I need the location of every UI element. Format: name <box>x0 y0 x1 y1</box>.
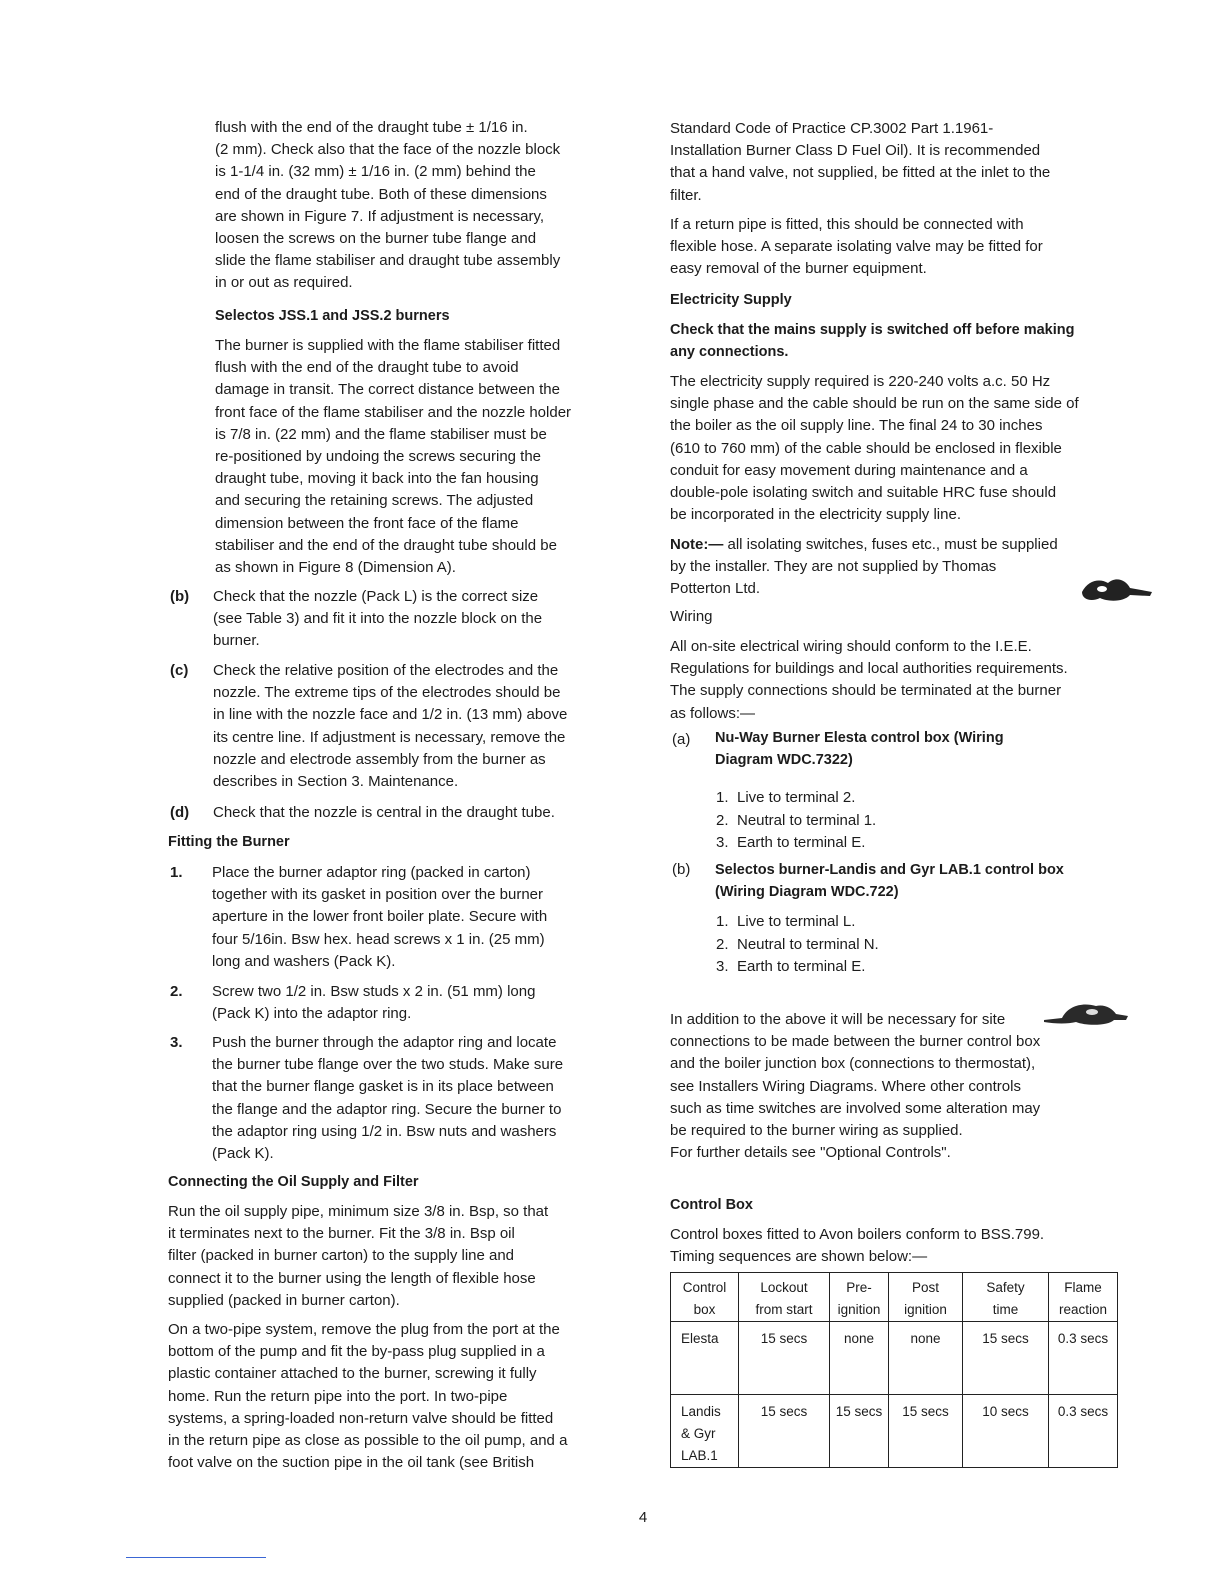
timing-sequence-table <box>670 1272 1118 1468</box>
terminal-text: Live to terminal 2. <box>737 789 856 806</box>
header-post-ignition: Post ignition <box>889 1273 963 1322</box>
fitting-step-label-1: 1. <box>170 864 183 881</box>
header-control-box: Control box <box>671 1273 739 1322</box>
table-cell: 15 secs <box>739 1395 830 1468</box>
terminal-item <box>716 956 879 979</box>
header-safety-time: Safety time <box>963 1273 1049 1322</box>
electricity-heading: Electricity Supply <box>670 292 792 308</box>
fitting-step-text-2: Screw two 1/2 in. Bsw studs x 2 in. (51 mm) long (Pack K) into the adaptor ring. <box>212 983 536 1023</box>
wiring-item-title-a: Nu-Way Burner Elesta control box (Wiring Diagram WDC.7322) <box>715 730 1004 769</box>
table-cell: none <box>889 1322 963 1395</box>
fitting-heading: Fitting the Burner <box>168 834 290 850</box>
table-row <box>671 1395 1118 1468</box>
check-text-c: Check the relative position of the electrodes and the nozzle. The extreme tips of the electrodes should be in line with the nozzle face and 1/2 in. (13 mm) above its centre line. If adjustment is necessary, remove the nozzle and electrode assembly from the burner as describes in Section 3. Maintenance. <box>213 662 568 791</box>
control-box-heading: Control Box <box>670 1197 753 1213</box>
table-cell: none <box>830 1322 889 1395</box>
terminal-number: 2. <box>716 935 729 953</box>
oil-supply-heading: Connecting the Oil Supply and Filter <box>168 1174 419 1190</box>
selectos-paragraph: The burner is supplied with the flame stabiliser fitted flush with the end of the draught tube to avoid damage in transit. The correct distance between the front face of the flame stabiliser and the nozzle holder is 7/8 in. (22 mm) and the flame stabiliser must be re-positioned by undoing the screws securing the draught tube, moving it back into the fan housing and securing the retaining screws. The adjusted dimension between the front face of the flame stabiliser and the end of the draught tube should be as shown in Figure 8 (Dimension A). <box>215 337 572 577</box>
header-flame-reaction: Flame reaction <box>1049 1273 1118 1322</box>
terminal-number: 1. <box>716 913 729 930</box>
fitting-step-text-3: Push the burner through the adaptor ring and locate the burner tube flange over the two studs. Make sure that the burner flange gasket is in its place between the flange and the adaptor ring. Secure the burner to the adaptor ring using 1/2 in. Bsw nuts and washers (Pack K). <box>212 1034 564 1163</box>
terminal-item <box>716 832 876 855</box>
terminal-item <box>716 810 876 833</box>
return-pipe-paragraph: If a return pipe is fitted, this should be connected with flexible hose. A separate isolating valve may be fitted for easy removal of the burner equipment. <box>670 216 1043 278</box>
table-cell: 15 secs <box>889 1395 963 1468</box>
control-box-paragraph: Control boxes fitted to Avon boilers conform to BSS.799. Timing sequences are shown below:— <box>670 1226 1045 1266</box>
check-text-b: Check that the nozzle (Pack L) is the correct size (see Table 3) and fit it into the nozzle block on the burner. <box>213 588 543 650</box>
scan-smudge-mark <box>1078 574 1154 604</box>
table-cell: 10 secs <box>963 1395 1049 1468</box>
fitting-step-label-3: 3. <box>170 1034 183 1051</box>
terminal-number: 1. <box>716 789 729 806</box>
fitting-step-label-2: 2. <box>170 983 183 1000</box>
table-cell: 15 secs <box>830 1395 889 1468</box>
scan-smudge-mark <box>1042 1000 1132 1028</box>
note-text: all isolating switches, fuses etc., must be supplied by the installer. They are not supplied by Thomas Potterton Ltd. <box>670 536 1058 598</box>
terminal-item <box>716 787 876 810</box>
note-label: Note:— <box>670 536 724 553</box>
terminal-text: Earth to terminal E. <box>737 958 866 975</box>
intro-paragraph: flush with the end of the draught tube ± 1/16 in. (2 mm). Check also that the face of the nozzle block is 1-1/4 in. (32 mm) ± 1/16 in. (2 mm) behind the end of the draught tube. Both of these dimensions are shown in Figure 7. If adjustment is necessary, loosen the screws on the burner tube flange and slide the flame stabiliser and draught tube assembly in or out as required. <box>215 119 561 292</box>
wiring-item-label-a: (a) <box>672 731 691 748</box>
table-row <box>671 1322 1118 1395</box>
check-label-b: (b) <box>170 588 190 605</box>
terminal-text: Neutral to terminal N. <box>737 935 879 953</box>
bottom-rule <box>126 1557 266 1558</box>
header-pre-ignition: Pre- ignition <box>830 1273 889 1322</box>
terminal-list-b <box>716 911 879 979</box>
oil-supply-paragraph: Run the oil supply pipe, minimum size 3/8 in. Bsp, so that it terminates next to the burner. Fit the 3/8 in. Bsp oil filter (packed in burner carton) to the supply line and connect it to the burner using the length of flexible hose supplied (packed in burner carton). <box>168 1203 549 1309</box>
header-lockout: Lockout from start <box>739 1273 830 1322</box>
wiring-item-label-b: (b) <box>672 861 691 878</box>
terminal-text: Live to terminal L. <box>737 913 856 930</box>
electricity-warning: Check that the mains supply is switched off before making any connections. <box>670 322 1075 361</box>
fitting-step-text-1: Place the burner adaptor ring (packed in carton) together with its gasket in position over the burner aperture in the lower front boiler plate. Secure with four 5/16in. Bsw hex. head screws x 1 in. (25 mm) long and washers (Pack K). <box>212 864 548 970</box>
terminal-item <box>716 911 879 934</box>
terminal-number: 2. <box>716 811 729 829</box>
terminal-text: Neutral to terminal 1. <box>737 811 877 829</box>
check-label-c: (c) <box>170 662 189 679</box>
electricity-paragraph: The electricity supply required is 220-240 volts a.c. 50 Hz single phase and the cable should be run on the same side of the boiler as the oil supply line. The final 24 to 30 inches (610 to 760 mm) of the cable should be enclosed in flexible conduit for easy movement during maintenance and a double-pole isolating switch and suitable HRC fuse should be incorporated in the electricity supply line. <box>670 373 1079 524</box>
oil-continued-paragraph: Standard Code of Practice CP.3002 Part 1.1961- Installation Burner Class D Fuel Oil). It is recommended that a hand valve, not supplied, be fitted at the inlet to the filter. <box>670 120 1051 204</box>
site-connections-paragraph: In addition to the above it will be necessary for site connections to be made between the burner control box and the boiler junction box (connections to thermostat), see Installers Wiring Diagrams. Where other controls such as time switches are involved some alteration may be required to the burner wiring as supplied. For further details see "Optional Controls". <box>670 1011 1041 1162</box>
table-header-row <box>671 1273 1118 1322</box>
terminal-text: Earth to terminal E. <box>737 834 866 851</box>
two-pipe-paragraph: On a two-pipe system, remove the plug from the port at the bottom of the pump and fit the by-pass plug supplied in a plastic container attached to the burner, screwing it fully home. Run the return pipe into the port. In two-pipe systems, a spring-loaded non-return valve should be fitted in the return pipe as close as possible to the oil pump, and a foot valve on the suction pipe in the oil tank (see British <box>168 1321 568 1472</box>
wiring-item-title-b: Selectos burner-Landis and Gyr LAB.1 control box (Wiring Diagram WDC.722) <box>715 862 1064 901</box>
wiring-heading: Wiring <box>670 608 713 625</box>
terminal-number: 3. <box>716 834 729 851</box>
check-text-d: Check that the nozzle is central in the draught tube. <box>213 804 555 821</box>
page-number: 4 <box>638 1509 648 1526</box>
table-cell: 15 secs <box>739 1322 830 1395</box>
check-label-d: (d) <box>170 804 190 821</box>
terminal-list-a <box>716 787 876 855</box>
table-cell: 0.3 secs <box>1049 1322 1118 1395</box>
wiring-paragraph: All on-site electrical wiring should conform to the I.E.E. Regulations for buildings and local authorities requirements. The supply connections should be terminated at the burner as follows:— <box>670 638 1068 722</box>
table-cell: 0.3 secs <box>1049 1395 1118 1468</box>
table-cell: Landis & Gyr LAB.1 <box>671 1395 739 1468</box>
terminal-item <box>716 934 879 957</box>
table-cell: Elesta <box>671 1322 739 1395</box>
table-cell: 15 secs <box>963 1322 1049 1395</box>
installer-note <box>670 534 1058 601</box>
terminal-number: 3. <box>716 958 729 975</box>
selectos-heading: Selectos JSS.1 and JSS.2 burners <box>215 308 450 324</box>
